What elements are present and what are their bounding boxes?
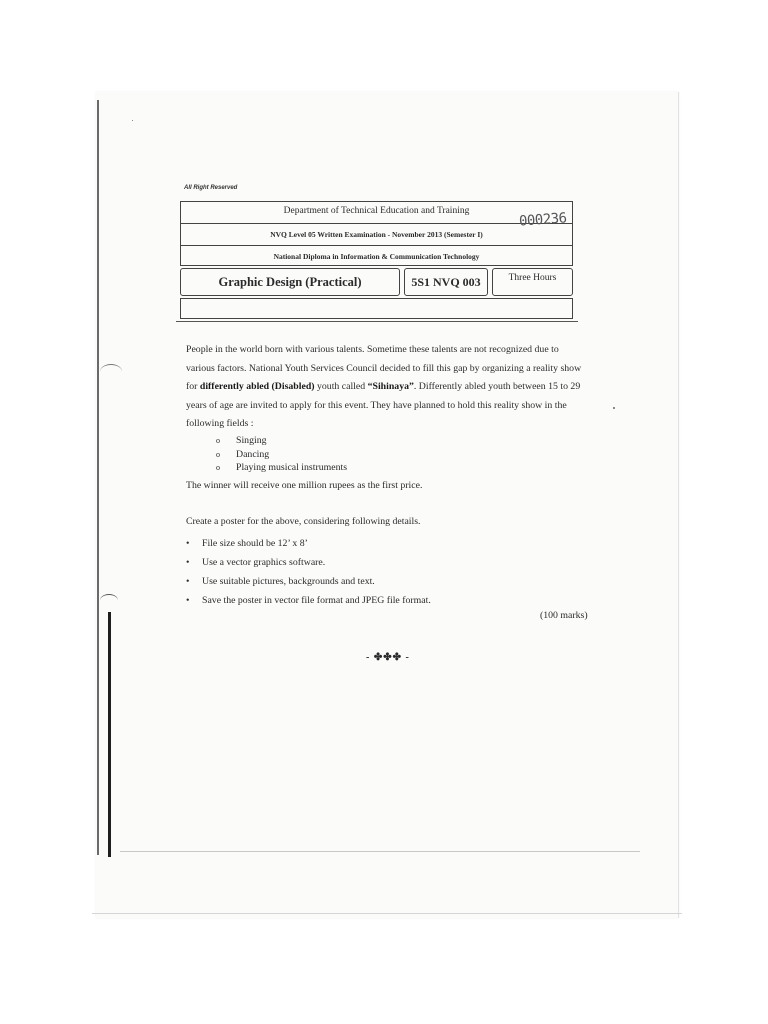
circle-bullet-icon: o	[216, 449, 220, 459]
circle-bullet-icon: o	[216, 463, 220, 472]
list-item: o Dancing	[216, 448, 270, 460]
exam-duration: Three Hours	[492, 268, 573, 296]
subject-code: 5S1 NVQ 003	[404, 268, 488, 296]
page-edge-bottom	[120, 851, 640, 852]
task-instruction: Create a poster for the above, considering following details.	[186, 516, 421, 527]
punch-hole-top	[100, 364, 122, 379]
header-rule	[176, 321, 578, 322]
blank-header-row	[180, 298, 573, 319]
list-item: • Use a vector graphics software.	[186, 553, 431, 572]
exam-name: NVQ Level 05 Written Examination - November 2013 (Semester I)	[181, 223, 572, 245]
bullet-icon: •	[186, 576, 190, 587]
exam-header-table	[180, 201, 573, 266]
page-edge-bottom-outer	[92, 913, 682, 914]
stamp-number: 000236	[518, 210, 568, 230]
department-name: Department of Technical Education and Training	[283, 206, 470, 216]
requirements-list	[186, 534, 431, 610]
list-item: o Playing musical instruments	[216, 462, 348, 473]
marks-label: (100 marks)	[540, 610, 588, 621]
diploma-name: National Diploma in Information & Communication Technology	[181, 245, 572, 267]
list-item: • Use suitable pictures, backgrounds and text.	[186, 572, 431, 591]
end-mark: - ✤✤✤ -	[366, 652, 410, 663]
page-edge-shadow	[108, 612, 111, 857]
list-item: o Singing	[216, 435, 267, 446]
list-item: • File size should be 12’ x 8’	[186, 534, 431, 553]
bullet-icon: •	[186, 557, 190, 568]
fields-list	[216, 434, 347, 475]
page-edge-left	[97, 100, 99, 855]
scan-speck	[132, 120, 133, 121]
circle-bullet-icon: o	[216, 436, 220, 445]
intro-paragraph: People in the world born with various talents. Sometime these talents are not recognized due to various factors. National Youth Services Council decided to fill this gap by organizing a reality show for differently abled (Disabled) youth called “Sihinaya”. Differently abled youth between 15 to 29 years of age are invited to apply for this event. They have planned to hold this reality show in the following fields :	[186, 344, 582, 429]
bullet-icon: •	[186, 538, 190, 549]
punch-hole-bottom	[100, 594, 118, 607]
bullet-icon: •	[186, 595, 190, 606]
winner-statement: The winner will receive one million rupees as the first price.	[186, 480, 423, 491]
rights-notice: All Right Reserved	[184, 185, 238, 191]
scan-speck	[613, 407, 615, 409]
subject-title: Graphic Design (Practical)	[180, 268, 400, 296]
list-item: • Save the poster in vector file format and JPEG file format.	[186, 591, 431, 610]
